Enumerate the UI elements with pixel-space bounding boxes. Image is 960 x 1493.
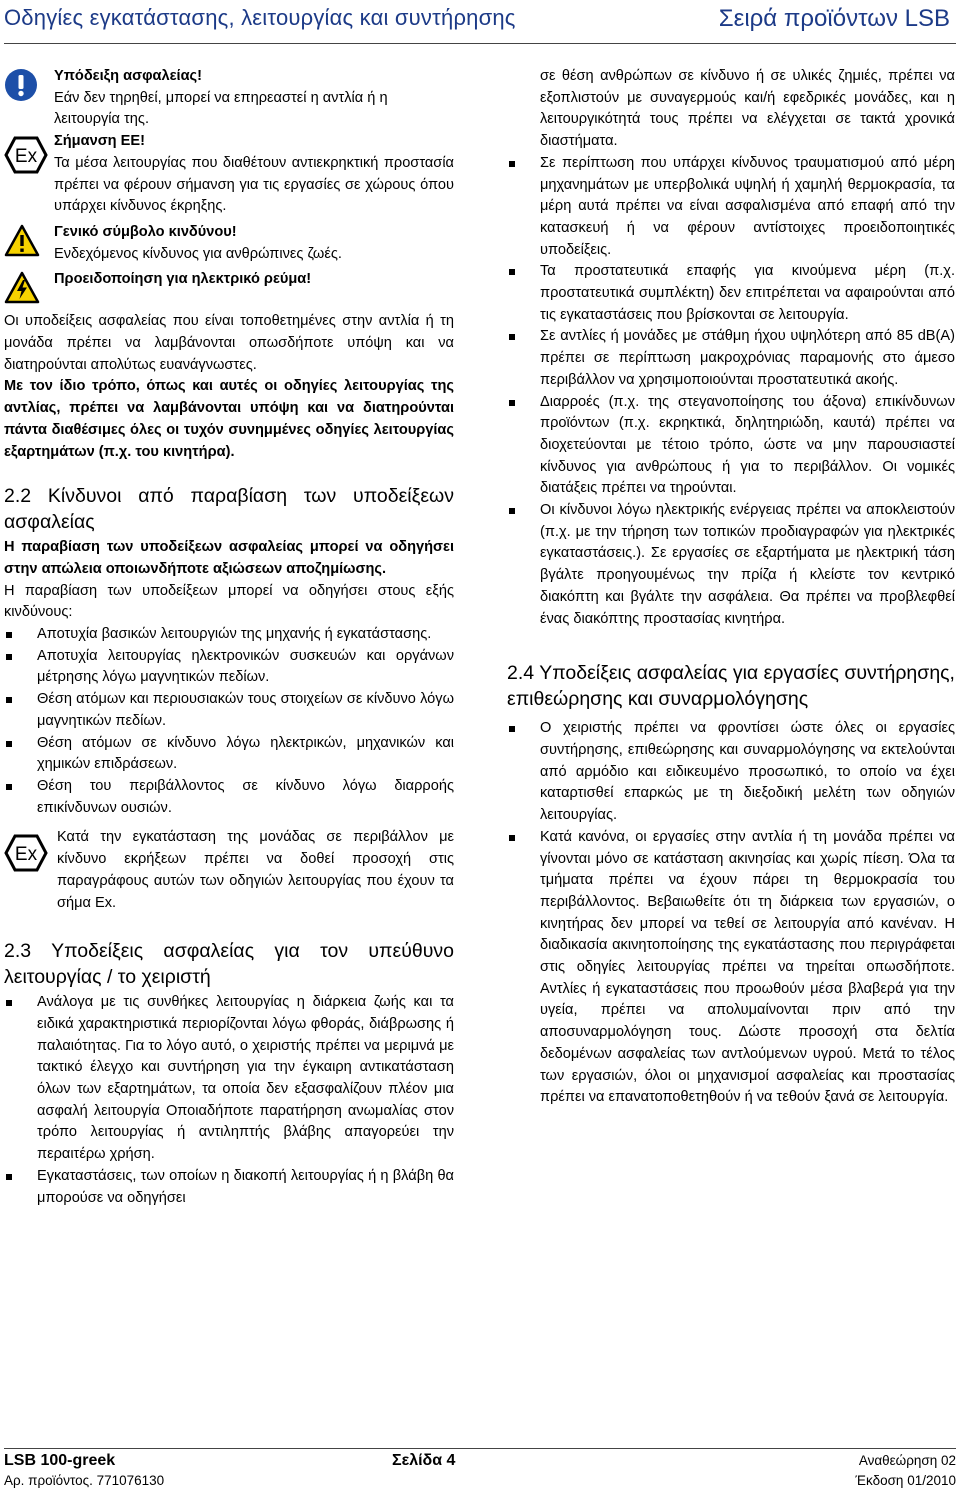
electric-warning-icon: [4, 271, 40, 313]
header-rule: [4, 43, 956, 44]
attached-instructions-paragraph: Με τον ίδιο τρόπο, όπως και αυτές οι οδηγίες λειτουργίας της αντλίας, πρέπει να λαμβάνονται υπόψη και να διατηρούνται πάντα διαθέσιμες όλες οι τυχόν συνημμένες οδηγίες λειτουργίας εξαρτημάτων (π.χ. του κινητήρα).: [4, 378, 454, 460]
product-number: Αρ. προϊόντος. 771076130: [4, 1473, 165, 1488]
electric-title: Προειδοποίηση για ηλεκτρικό ρεύμα!: [54, 271, 312, 288]
warning-triangle-icon: [4, 224, 40, 266]
list-item: Ο χειριστής πρέπει να φροντίσει ώστε όλες οι εργασίες συντήρησης, επιθεώρησης και συναρμολόγησης να εκτελούνται από αρμόδιο και ειδικευμένο προσωπικό, το οποίο να έχει καταρτισθεί επαρκώς με τη διεξοδική μελέτη των οδηγιών λειτουργίας.: [507, 718, 955, 827]
ex-note-text: Κατά την εγκατάσταση της μονάδας σε περιβάλλον με κίνδυνο εκρήξεων πρέπει να δοθεί προσοχή στις παραγράφους αυτών των οδηγιών λειτουργίας που έχουν τα σήμα Ex.: [57, 829, 454, 911]
list-item: Οι κίνδυνοι λόγω ηλεκτρικής ενέργειας πρέπει να αποκλειστούν (π.χ. με την τήρηση των τοπικών προδιαγραφών για ηλεκτρικές εγκαταστάσεις.). Σε εργασίες σε εξαρτήματα με ηλεκτρική τάση βγάλτε προηγουμένως την πρίζα ή κλείστε τον κεντρικό διακόπτη και βγάλτε την ασφάλεια. Θα πρέπει να προβλεφθεί ένας διακόπτης προστασίας κινητήρα.: [507, 500, 955, 630]
ex-hexagon-icon: [4, 833, 48, 881]
section-2-3-heading: [4, 938, 454, 990]
list-item: Θέση ατόμων και περιουσιακών τους στοιχείων σε κίνδυνο λόγω μαγνητικών πεδίων.: [4, 689, 454, 732]
section-number: 2.2: [4, 485, 32, 508]
list-item: Κατά κανόνα, οι εργασίες στην αντλία ή τη μονάδα πρέπει να γίνονται μόνο σε κατάσταση ακινησίας και χωρίς πίεση. Όλα τα τμήματα πρέπει να έχουν πάρει τη θερμοκρασία του περιβάλλοντος. Βεβαιωθείτε ότι τη διάρκεια των εργασιών, ο κινητήρας δεν μπορεί να τεθεί σε λειτουργία από κανέναν. Η διαδικασία ακινητοποίησης της εγκατάστασης που περιγράφεται στις οδηγίες λειτουργίας πρέπει να τηρείται οπωσδήποτε. Αντλίες ή εγκαταστάσεις που προωθούν μέσα βλαβερά για την υγεία, πρέπει να απολυμαίνονται πριν από την αποσυναρμολόγηση τους. Δώστε προσοχή στα δελτία δεδομένων ασφαλείας των αντλούμενων υγρού. Μετά το τέλος των εργασιών, όλοι οι μηχανισμοί ασφαλείας και προστασίας πρέπει να επανατοποθετηθούν ή να τεθούν ξανά σε λειτουργία.: [507, 827, 955, 1109]
section-2-4-heading: [507, 660, 955, 712]
list-item: Σε αντλίες ή μονάδες με στάθμη ήχου υψηλότερη από 85 dB(A) πρέπει σε περίπτωση μακροχρόνιας παραμονής στο άμεσο περιβάλλον να χρησιμοποιούνται προστατευτικά ακοής.: [507, 326, 955, 391]
danger-notice: [4, 222, 454, 265]
maintenance-list: [507, 718, 955, 1109]
continued-text: σε θέση ανθρώπων σε κίνδυνο ή σε υλικές ζημιές, πρέπει να εξοπλιστούν με συναγερμούς και/ή εφεδρικές μονάδες, και η λειτουργικότητά τους πρέπει να ελέγχεται σε τακτά χρονικά διαστήματα.: [540, 68, 955, 150]
list-item: Αποτυχία λειτουργίας ηλεκτρονικών συσκευών και οργάνων μέτρησης λόγω μαγνητικών πεδίων.: [4, 646, 454, 689]
ce-notice: [4, 131, 454, 218]
ce-title: Σήμανση ΕΕ!: [54, 133, 145, 150]
electric-notice: [4, 269, 454, 311]
ex-hexagon-icon: [4, 135, 48, 183]
ce-text: Τα μέσα λειτουργίας που διαθέτουν αντιεκρηκτική προστασία πρέπει να φέρουν σήμανση για τις εργασίες σε χώρους όπου υπάρχει κίνδυνος έκρηξης.: [54, 154, 454, 215]
list-item: Αποτυχία βασικών λειτουργιών της μηχανής ή εγκατάστασης.: [4, 624, 454, 646]
safety-text: Εάν δεν τηρηθεί, μπορεί να επηρεαστεί η αντλία ή η λειτουργία της.: [54, 89, 388, 128]
list-item: Θέση του περιβάλλοντος σε κίνδυνο λόγω διαρροής επικίνδυνων ουσιών.: [4, 776, 454, 819]
danger-text: Ενδεχόμενος κίνδυνος για ανθρώπινες ζωές.: [54, 245, 342, 262]
document-code: LSB 100-greek: [4, 1452, 116, 1469]
section-number: 2.3: [4, 940, 32, 963]
list-item: Τα προστατευτικά επαφής για κινούμενα μέρη (π.χ. προστατευτικά συμπλέκτη) δεν επιτρέπεται να αφαιρούνται από τις εγκαταστάσεις που βρίσκονται σε λειτουργία.: [507, 261, 955, 326]
document-title: Οδηγίες εγκατάστασης, λειτουργίας και συντήρησης: [4, 5, 516, 30]
list-item: Εγκαταστάσεις, των οποίων η διακοπή λειτουργίας ή η βλάβη θα μπορούσε να οδηγήσει: [4, 1166, 454, 1209]
section-2-2-heading: [4, 483, 454, 535]
section-title: Υποδείξεις ασφαλείας για τον υπεύθυνο λειτουργίας / το χειριστή: [4, 940, 454, 989]
safety-notice: [4, 66, 454, 131]
revision: Αναθεώρηση 02: [858, 1453, 956, 1468]
list-item: Σε περίπτωση που υπάρχει κίνδυνος τραυματισμού από μέρη μηχανημάτων με υπερβολικά υψηλή ή χαμηλή θερμοκρασία, τα μέρη αυτά πρέπει να είναι ασφαλισμένα από επαφή από την κατασκευή ή να φέρουν αντίστοιχες προειδοποιητικές υποδείξεις.: [507, 153, 955, 262]
exclamation-icon: [4, 68, 38, 110]
section-title: Κίνδυνοι από παραβίαση των υποδείξεων ασφαλείας: [4, 485, 454, 534]
section-title: Υποδείξεις ασφαλείας για εργασίες συντήρησης, επιθεώρησης και συναρμολόγησης: [507, 662, 955, 711]
ex-note: [4, 827, 454, 914]
svg-text:Ex: Ex: [14, 146, 38, 168]
hazards-intro: Η παραβίαση των υποδείξεων μπορεί να οδηγήσει στους εξής κινδύνους:: [4, 582, 454, 621]
list-item: Θέση ατόμων σε κίνδυνο λόγω ηλεκτρικών, μηχανικών και χημικών επιδράσεων.: [4, 733, 454, 776]
edition: Έκδοση 01/2010: [855, 1473, 956, 1488]
product-series: Σειρά προϊόντων LSB: [718, 5, 950, 32]
page-footer: [4, 1448, 956, 1493]
section-number: 2.4: [507, 662, 535, 685]
page-header: [4, 5, 956, 35]
hazards-list: [4, 624, 454, 819]
right-column: [507, 66, 955, 1109]
danger-title: Γενικό σύμβολο κινδύνου!: [54, 223, 237, 240]
safety-labels-paragraph: Οι υποδείξεις ασφαλείας που είναι τοποθετημένες στην αντλία ή τη μονάδα πρέπει να λαμβάνονται οπωσδήποτε υπόψη και να διατηρούνται απολύτως ευανάγνωστες.: [4, 313, 454, 373]
list-item: Ανάλογα με τις συνθήκες λειτουργίας η διάρκεια ζωής και τα ειδικά χαρακτηριστικά περιορίζονται λόγω φθοράς, διάβρωσης ή παλαιότητας. Για το λόγο αυτό, ο χειριστής πρέπει να μεριμνά με τακτικό έλεγχο και συντήρηση για την έγκαιρη αντικατάσταση όλων των εξαρτημάτων, τα οποία δεν εξασφαλίζουν πλέον μια ασφαλή λειτουργία Οποιαδήποτε παρατήρηση ανωμαλίας στον τρόπο λειτουργίας ή αντιληπτής βλάβης απαγορεύει την περαιτέρω χρήση.: [4, 992, 454, 1166]
safety-title: Υπόδειξη ασφαλείας!: [54, 68, 203, 84]
list-item: Διαρροές (π.χ. της στεγανοποίησης του άξονα) επικίνδυνων προϊόντων (π.χ. εκρηκτικά, δηλητηριώδη, καυτά) πρέπει να διοχετεύονται με τέτοιο τρόπο, ώστε να μην παρουσιαστεί κίνδυνος για ανθρώπους ή για το περιβάλλον. Οι νομικές διατάξεις πρέπει να τηρούνται.: [507, 392, 955, 501]
svg-text:Ex: Ex: [14, 844, 38, 866]
footer-rule: [4, 1448, 956, 1449]
operator-list-continued: [507, 153, 955, 630]
page-number: Σελίδα 4: [392, 1452, 456, 1469]
warranty-warning: Η παραβίαση των υποδείξεων ασφαλείας μπορεί να οδηγήσει στην απώλεια οποιωνδήποτε αξιώσεων αποζημίωσης.: [4, 539, 454, 577]
left-column: [4, 66, 454, 1209]
operator-list: [4, 992, 454, 1209]
